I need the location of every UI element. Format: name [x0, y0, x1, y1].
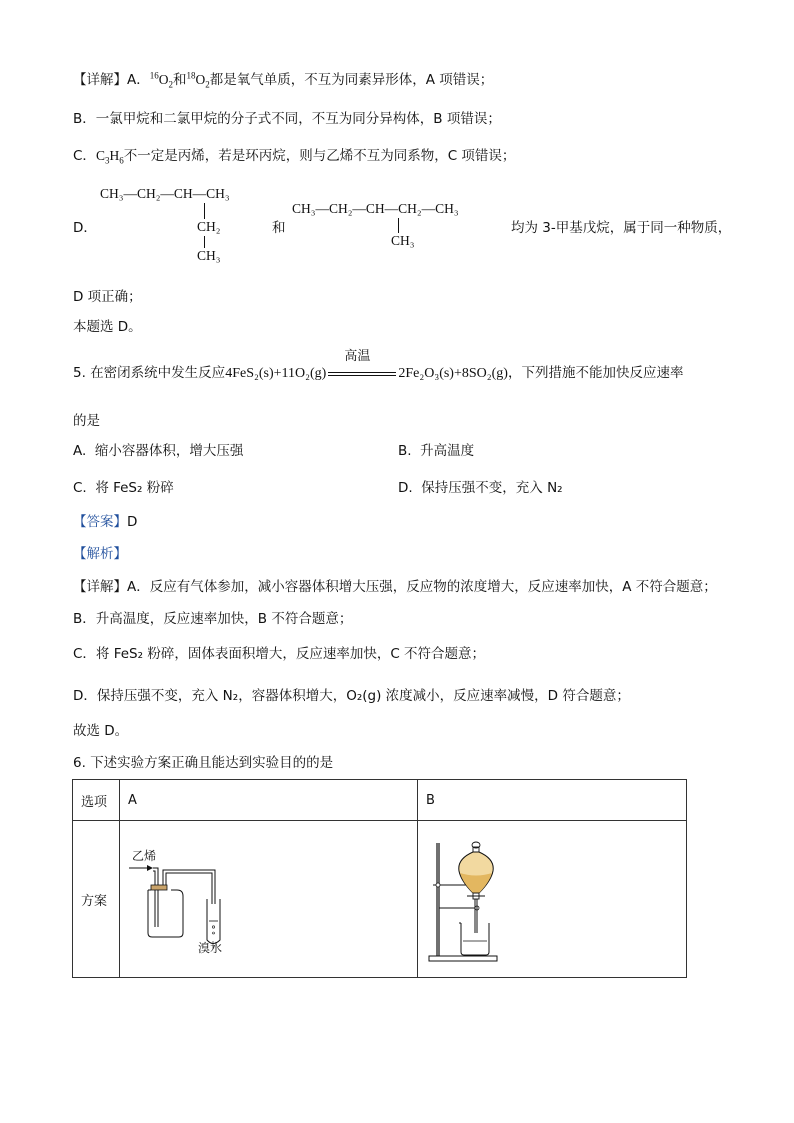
q5-option-c-label: C.: [73, 480, 87, 496]
q5-option-b-label: B.: [398, 443, 412, 459]
q6-scheme-b-cell: [418, 821, 687, 978]
oxygen-symbol-1: O: [158, 72, 169, 87]
equals-line-bottom: [328, 375, 396, 376]
q6-number: 6.: [73, 755, 86, 771]
q5-option-d-label: D.: [398, 480, 413, 496]
carbon-symbol: C: [95, 148, 105, 163]
structure-1-main-chain: CH₃—CH₂—CH—CH₃: [100, 186, 230, 201]
q5-stem-suffix: ，下列措施不能加快反应速率: [507, 365, 684, 381]
q5-stem-line2: 的是: [73, 413, 100, 429]
q4-detail-c: [73, 146, 515, 166]
q4-detail-c-prefix: C．: [73, 148, 96, 164]
and-word: 和: [173, 72, 187, 88]
q5-detail-d: D．保持压强不变，充入 N₂，容器体积增大，O₂(g) 浓度减小，反应速率减慢，D 符合题意；: [73, 688, 630, 704]
q4-detail-d-label: D．: [73, 220, 97, 236]
q4-conclusion: 本题选 D。: [73, 319, 142, 335]
answer-tag: 【答案】: [73, 514, 127, 530]
gas-washing-apparatus-icon: [125, 841, 255, 971]
answer-value: D: [127, 514, 138, 530]
ethylene-label: 乙烯: [132, 849, 157, 863]
structure-1-bond-1: [204, 203, 205, 219]
equals-line-top: [328, 372, 396, 373]
q6-header-b: B: [418, 780, 687, 821]
q5-detail-a: 【详解】A．反应有气体参加，减小容器体积增大压强，反应物的浓度增大，反应速率加快，A 不符合题意；: [73, 579, 717, 595]
mass-number-16: 16: [149, 70, 159, 81]
q5-option-d-text: 保持压强不变，充入 N₂: [421, 480, 563, 496]
structure-1-branch-ch2: CH₂: [197, 219, 221, 234]
q5-reactants: 4FeS₂(s)+11O₂(g): [225, 366, 327, 381]
q5-stem: [73, 349, 684, 384]
q6-scheme-label: 方案: [73, 821, 120, 978]
q6-stem: [73, 753, 333, 773]
carbon-subscript: 3: [104, 155, 110, 166]
structure-2-bond: [398, 218, 399, 233]
q4-detail-d-suffix: 均为 3-甲基戊烷，属于同一种物质，: [511, 220, 732, 236]
separatory-funnel-apparatus-icon: [421, 823, 531, 973]
q4-detail-d-correct: D 项正确；: [73, 289, 142, 305]
q6-header-a: A: [120, 780, 418, 821]
q6-header-row: [73, 780, 687, 821]
q4-detail-a-suffix: 都是氧气单质，不互为同素异形体，A 项错误；: [209, 72, 494, 88]
q5-option-a-text: 缩小容器体积，增大压强: [94, 443, 244, 459]
hydrogen-subscript: 6: [119, 155, 124, 166]
q5-option-d: [398, 478, 563, 498]
scheme-a-figure: [120, 821, 417, 977]
reaction-condition-arrow: [326, 349, 398, 383]
q4-detail-a: [73, 70, 493, 90]
q5-option-b-text: 升高温度: [420, 443, 475, 459]
q4-detail-d-and: 和: [272, 220, 286, 236]
q5-stem-prefix: 在密闭系统中发生反应: [90, 365, 226, 381]
q5-conclusion: 故选 D。: [73, 723, 129, 739]
q5-detail-b: B．升高温度，反应速率加快，B 不符合题意；: [73, 611, 353, 627]
q6-header-label: 选项: [73, 780, 120, 821]
analysis-tag: 【解析】: [73, 546, 127, 562]
q5-answer: [73, 512, 137, 532]
q5-number: 5.: [73, 365, 86, 381]
structure-1-bond-2: [204, 236, 205, 248]
q6-options-table: [72, 779, 687, 978]
mass-number-18: 18: [186, 70, 196, 81]
q5-option-a: [73, 441, 243, 461]
oxygen-subscript-2: 2: [205, 79, 210, 90]
q5-option-b: [398, 441, 474, 461]
q4-detail-c-suffix: 不一定是丙烯，若是环丙烷，则与乙烯不互为同系物，C 项错误；: [123, 148, 516, 164]
hydrogen-symbol: H: [109, 148, 120, 163]
q4-detail-a-prefix: 【详解】A．: [73, 72, 150, 88]
q5-detail-c: C．将 FeS₂ 粉碎，固体表面积增大，反应速率加快，C 不符合题意；: [73, 646, 486, 662]
q4-detail-b: B．一氯甲烷和二氯甲烷的分子式不同，不互为同分异构体，B 项错误；: [73, 111, 501, 127]
structure-2-branch-ch3: CH₃: [391, 233, 415, 248]
bromine-water-label: 溴水: [198, 941, 223, 955]
q6-scheme-a-cell: [120, 821, 418, 978]
q5-option-a-label: A.: [73, 443, 87, 459]
oxygen-subscript-1: 2: [168, 79, 173, 90]
reaction-condition-text: 高温: [344, 349, 371, 364]
structure-2-main-chain: CH₃—CH₂—CH—CH₂—CH₃: [292, 201, 459, 216]
structure-1-branch-ch3: CH₃: [197, 248, 221, 263]
q6-stem-text: 下述实验方案正确且能达到实验目的的是: [90, 755, 334, 771]
q6-scheme-row: [73, 821, 687, 978]
q5-option-c-text: 将 FeS₂ 粉碎: [95, 480, 174, 496]
q5-products: 2Fe₂O₃(s)+8SO₂(g): [398, 366, 508, 381]
q5-option-c: [73, 478, 174, 498]
oxygen-symbol-2: O: [195, 72, 206, 87]
